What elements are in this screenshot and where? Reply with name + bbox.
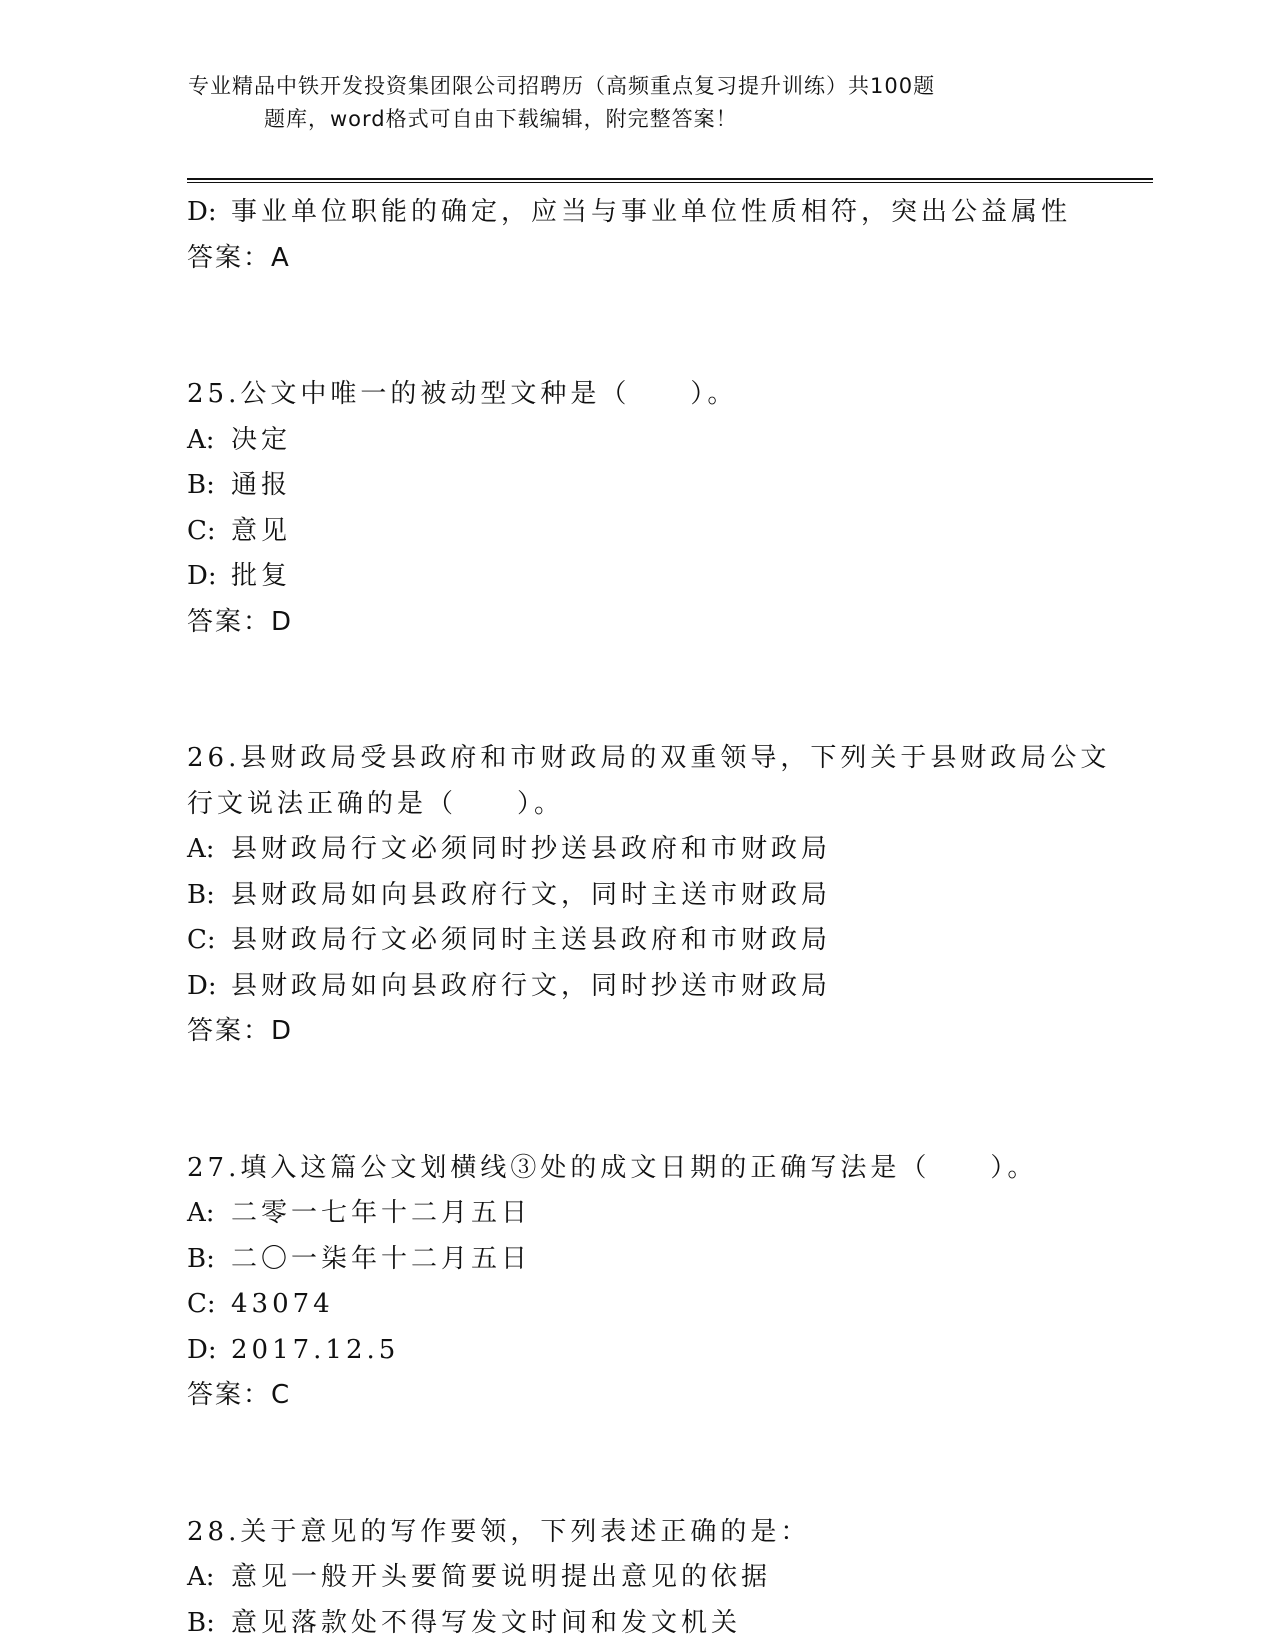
- question-stem: 25.公文中唯一的被动型文种是（ ）。: [187, 379, 738, 409]
- option-text: 二零一七年十二月五日: [231, 1198, 532, 1228]
- option-d: [187, 1328, 1087, 1374]
- option-text: 通报: [231, 470, 292, 500]
- option-text: 县财政局行文必须同时抄送县政府和市财政局: [231, 834, 832, 864]
- option-d: [187, 964, 1087, 1010]
- option-key: A:: [187, 834, 215, 864]
- option-key: B:: [187, 879, 215, 910]
- answer-line: 答案：C: [187, 1380, 292, 1410]
- option-key: B:: [187, 470, 215, 500]
- option-key: D:: [187, 1334, 217, 1365]
- option-a: [187, 418, 1087, 464]
- option-text: 县财政局行文必须同时主送县政府和市财政局: [231, 925, 832, 955]
- question-stem: 27.填入这篇公文划横线③处的成文日期的正确写法是（ ）。: [187, 1152, 1038, 1183]
- answer-line: 答案：D: [187, 1016, 294, 1046]
- option-text: 决定: [231, 424, 292, 455]
- question-list: [187, 190, 1111, 1646]
- prev-option-d: [187, 190, 1087, 236]
- page-header: [188, 70, 1048, 136]
- option-key: D:: [187, 197, 217, 227]
- header-line-2: 题库，word格式可自由下载编辑，附完整答案！: [264, 107, 738, 131]
- option-key: B:: [187, 1243, 215, 1274]
- option-d: [187, 554, 1087, 600]
- option-text: 批复: [231, 561, 292, 591]
- question-stem-continued: 行文说法正确的是（ ）。: [187, 788, 565, 819]
- option-key: A:: [187, 1562, 215, 1592]
- question-stem: 28.关于意见的写作要领，下列表述正确的是：: [187, 1516, 811, 1547]
- option-a: [187, 1555, 1087, 1601]
- option-c: [187, 1282, 1087, 1328]
- option-text: 2017.12.5: [231, 1334, 400, 1365]
- header-divider-thick: [187, 178, 1153, 180]
- option-key: C:: [187, 925, 216, 955]
- option-a: [187, 827, 1087, 873]
- option-text: 43074: [231, 1289, 334, 1319]
- option-a: [187, 1191, 1087, 1237]
- option-b: [187, 1601, 1087, 1647]
- option-key: C:: [187, 515, 216, 546]
- question-stem: 26.县财政局受县政府和市财政局的双重领导，下列关于县财政局公文: [187, 743, 1111, 773]
- answer-line: 答案：D: [187, 606, 294, 637]
- header-divider-thin: [187, 182, 1153, 183]
- option-key: D:: [187, 970, 217, 1001]
- prev-answer: 答案：A: [187, 242, 291, 273]
- option-c: [187, 918, 1087, 964]
- option-b: [187, 1237, 1087, 1283]
- option-key: B:: [187, 1607, 215, 1638]
- option-text: 意见落款处不得写发文时间和发文机关: [231, 1607, 742, 1638]
- option-b: [187, 463, 1087, 509]
- option-text: 意见一般开头要简要说明提出意见的依据: [231, 1562, 772, 1592]
- option-text: 县财政局如向县政府行文，同时主送市财政局: [231, 879, 832, 910]
- option-text: 意见: [231, 515, 292, 546]
- option-key: A:: [187, 1198, 215, 1228]
- option-text: 二〇一柒年十二月五日: [231, 1243, 532, 1274]
- option-c: [187, 509, 1087, 555]
- option-key: C:: [187, 1289, 216, 1319]
- option-key: A:: [187, 424, 215, 455]
- header-line-1: 专业精品中铁开发投资集团限公司招聘历（高频重点复习提升训练）共100题: [188, 74, 936, 98]
- option-b: [187, 873, 1087, 919]
- option-key: D:: [187, 561, 217, 591]
- option-text: 县财政局如向县政府行文，同时抄送市财政局: [231, 970, 832, 1001]
- option-text: 事业单位职能的确定，应当与事业单位性质相符，突出公益属性: [231, 197, 1072, 227]
